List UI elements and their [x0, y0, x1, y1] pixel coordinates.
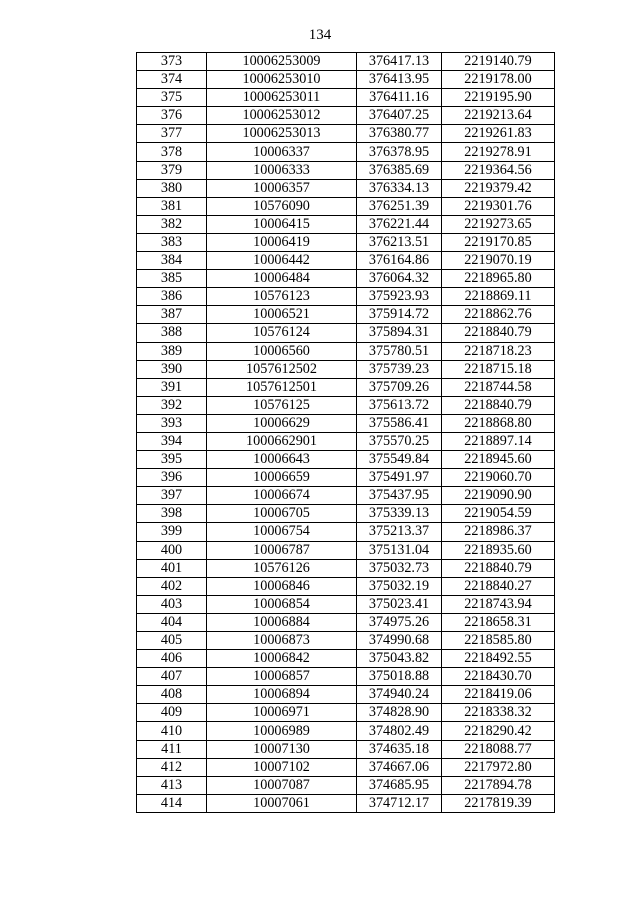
y-coordinate-cell: 2219278.91 — [442, 143, 555, 161]
x-coordinate-cell: 376417.13 — [357, 53, 442, 71]
y-coordinate-cell: 2219195.90 — [442, 89, 555, 107]
x-coordinate-cell: 375437.95 — [357, 487, 442, 505]
x-coordinate-cell: 375023.41 — [357, 595, 442, 613]
table-row — [137, 179, 555, 197]
y-coordinate-cell: 2218338.32 — [442, 704, 555, 722]
point-id-cell: 10006894 — [207, 686, 357, 704]
x-coordinate-cell: 374667.06 — [357, 758, 442, 776]
coordinates-table — [136, 52, 555, 813]
point-number-cell: 389 — [137, 342, 207, 360]
y-coordinate-cell: 2217894.78 — [442, 776, 555, 794]
table-row — [137, 451, 555, 469]
y-coordinate-cell: 2218840.79 — [442, 324, 555, 342]
point-id-cell: 10006560 — [207, 342, 357, 360]
y-coordinate-cell: 2218419.06 — [442, 686, 555, 704]
x-coordinate-cell: 374940.24 — [357, 686, 442, 704]
x-coordinate-cell: 374990.68 — [357, 632, 442, 650]
y-coordinate-cell: 2218840.79 — [442, 396, 555, 414]
table-row — [137, 378, 555, 396]
point-number-cell: 373 — [137, 53, 207, 71]
table-row — [137, 197, 555, 215]
x-coordinate-cell: 375709.26 — [357, 378, 442, 396]
y-coordinate-cell: 2218840.79 — [442, 559, 555, 577]
y-coordinate-cell: 2219170.85 — [442, 233, 555, 251]
point-number-cell: 400 — [137, 541, 207, 559]
point-number-cell: 407 — [137, 668, 207, 686]
point-id-cell: 10576123 — [207, 288, 357, 306]
y-coordinate-cell: 2218585.80 — [442, 632, 555, 650]
table-row — [137, 722, 555, 740]
point-id-cell: 10576125 — [207, 396, 357, 414]
table-row — [137, 595, 555, 613]
point-id-cell: 10006442 — [207, 252, 357, 270]
table-row — [137, 704, 555, 722]
y-coordinate-cell: 2218658.31 — [442, 613, 555, 631]
point-id-cell: 10006971 — [207, 704, 357, 722]
x-coordinate-cell: 376378.95 — [357, 143, 442, 161]
y-coordinate-cell: 2217972.80 — [442, 758, 555, 776]
table-row — [137, 215, 555, 233]
table-row — [137, 577, 555, 595]
point-id-cell: 10006253009 — [207, 53, 357, 71]
y-coordinate-cell: 2219060.70 — [442, 469, 555, 487]
point-id-cell: 10006846 — [207, 577, 357, 595]
point-id-cell: 10006659 — [207, 469, 357, 487]
point-id-cell: 10006521 — [207, 306, 357, 324]
x-coordinate-cell: 376407.25 — [357, 107, 442, 125]
x-coordinate-cell: 375586.41 — [357, 414, 442, 432]
point-id-cell: 10006415 — [207, 215, 357, 233]
table-row — [137, 686, 555, 704]
x-coordinate-cell: 376380.77 — [357, 125, 442, 143]
point-id-cell: 10007061 — [207, 794, 357, 812]
table-row — [137, 487, 555, 505]
x-coordinate-cell: 376411.16 — [357, 89, 442, 107]
table-row — [137, 125, 555, 143]
x-coordinate-cell: 376385.69 — [357, 161, 442, 179]
point-id-cell: 10006253011 — [207, 89, 357, 107]
table-row — [137, 89, 555, 107]
y-coordinate-cell: 2219070.19 — [442, 252, 555, 270]
table-row — [137, 794, 555, 812]
point-id-cell: 10006884 — [207, 613, 357, 631]
x-coordinate-cell: 376164.86 — [357, 252, 442, 270]
y-coordinate-cell: 2218718.23 — [442, 342, 555, 360]
table-row — [137, 161, 555, 179]
y-coordinate-cell: 2219379.42 — [442, 179, 555, 197]
y-coordinate-cell: 2217819.39 — [442, 794, 555, 812]
table-row — [137, 414, 555, 432]
point-id-cell: 10006643 — [207, 451, 357, 469]
point-id-cell: 10576124 — [207, 324, 357, 342]
y-coordinate-cell: 2218840.27 — [442, 577, 555, 595]
table-row — [137, 53, 555, 71]
table-row — [137, 324, 555, 342]
point-id-cell: 10006873 — [207, 632, 357, 650]
point-id-cell: 1057612501 — [207, 378, 357, 396]
y-coordinate-cell: 2218744.58 — [442, 378, 555, 396]
table-row — [137, 252, 555, 270]
x-coordinate-cell: 376213.51 — [357, 233, 442, 251]
point-number-cell: 386 — [137, 288, 207, 306]
y-coordinate-cell: 2218743.94 — [442, 595, 555, 613]
x-coordinate-cell: 375043.82 — [357, 650, 442, 668]
table-row — [137, 650, 555, 668]
point-id-cell: 10007102 — [207, 758, 357, 776]
point-number-cell: 414 — [137, 794, 207, 812]
point-number-cell: 405 — [137, 632, 207, 650]
point-number-cell: 387 — [137, 306, 207, 324]
y-coordinate-cell: 2219054.59 — [442, 505, 555, 523]
y-coordinate-cell: 2218290.42 — [442, 722, 555, 740]
table-row — [137, 143, 555, 161]
y-coordinate-cell: 2218897.14 — [442, 432, 555, 450]
point-number-cell: 390 — [137, 360, 207, 378]
x-coordinate-cell: 374712.17 — [357, 794, 442, 812]
table-row — [137, 541, 555, 559]
point-number-cell: 376 — [137, 107, 207, 125]
point-id-cell: 10006754 — [207, 523, 357, 541]
point-id-cell: 10006253013 — [207, 125, 357, 143]
x-coordinate-cell: 374802.49 — [357, 722, 442, 740]
y-coordinate-cell: 2219364.56 — [442, 161, 555, 179]
table-row — [137, 107, 555, 125]
x-coordinate-cell: 375613.72 — [357, 396, 442, 414]
y-coordinate-cell: 2218430.70 — [442, 668, 555, 686]
point-number-cell: 385 — [137, 270, 207, 288]
point-number-cell: 395 — [137, 451, 207, 469]
coordinates-table-body — [137, 53, 555, 813]
table-row — [137, 432, 555, 450]
point-number-cell: 399 — [137, 523, 207, 541]
point-number-cell: 408 — [137, 686, 207, 704]
point-number-cell: 381 — [137, 197, 207, 215]
point-number-cell: 388 — [137, 324, 207, 342]
point-number-cell: 379 — [137, 161, 207, 179]
y-coordinate-cell: 2218868.80 — [442, 414, 555, 432]
point-id-cell: 10006337 — [207, 143, 357, 161]
x-coordinate-cell: 375570.25 — [357, 432, 442, 450]
x-coordinate-cell: 375213.37 — [357, 523, 442, 541]
point-number-cell: 374 — [137, 71, 207, 89]
table-row — [137, 758, 555, 776]
point-number-cell: 409 — [137, 704, 207, 722]
x-coordinate-cell: 374828.90 — [357, 704, 442, 722]
y-coordinate-cell: 2218986.37 — [442, 523, 555, 541]
y-coordinate-cell: 2219301.76 — [442, 197, 555, 215]
point-id-cell: 10006419 — [207, 233, 357, 251]
x-coordinate-cell: 375131.04 — [357, 541, 442, 559]
x-coordinate-cell: 375032.19 — [357, 577, 442, 595]
point-id-cell: 10006787 — [207, 541, 357, 559]
point-number-cell: 394 — [137, 432, 207, 450]
x-coordinate-cell: 375914.72 — [357, 306, 442, 324]
point-id-cell: 10006253012 — [207, 107, 357, 125]
table-row — [137, 306, 555, 324]
table-row — [137, 342, 555, 360]
y-coordinate-cell: 2218965.80 — [442, 270, 555, 288]
y-coordinate-cell: 2218935.60 — [442, 541, 555, 559]
y-coordinate-cell: 2218869.11 — [442, 288, 555, 306]
point-number-cell: 377 — [137, 125, 207, 143]
table-row — [137, 559, 555, 577]
point-id-cell: 10006253010 — [207, 71, 357, 89]
y-coordinate-cell: 2218715.18 — [442, 360, 555, 378]
table-row — [137, 71, 555, 89]
point-number-cell: 398 — [137, 505, 207, 523]
table-row — [137, 505, 555, 523]
table-row — [137, 668, 555, 686]
table-row — [137, 523, 555, 541]
table-row — [137, 396, 555, 414]
y-coordinate-cell: 2218862.76 — [442, 306, 555, 324]
y-coordinate-cell: 2219273.65 — [442, 215, 555, 233]
table-row — [137, 632, 555, 650]
point-id-cell: 1057612502 — [207, 360, 357, 378]
y-coordinate-cell: 2219213.64 — [442, 107, 555, 125]
point-number-cell: 410 — [137, 722, 207, 740]
point-id-cell: 10006989 — [207, 722, 357, 740]
x-coordinate-cell: 376334.13 — [357, 179, 442, 197]
y-coordinate-cell: 2218945.60 — [442, 451, 555, 469]
point-number-cell: 401 — [137, 559, 207, 577]
x-coordinate-cell: 376064.32 — [357, 270, 442, 288]
x-coordinate-cell: 375032.73 — [357, 559, 442, 577]
table-row — [137, 360, 555, 378]
x-coordinate-cell: 375894.31 — [357, 324, 442, 342]
point-number-cell: 384 — [137, 252, 207, 270]
table-row — [137, 776, 555, 794]
point-number-cell: 383 — [137, 233, 207, 251]
x-coordinate-cell: 376221.44 — [357, 215, 442, 233]
point-id-cell: 10006674 — [207, 487, 357, 505]
y-coordinate-cell: 2219261.83 — [442, 125, 555, 143]
x-coordinate-cell: 375018.88 — [357, 668, 442, 686]
page-number: 134 — [308, 27, 332, 43]
point-number-cell: 396 — [137, 469, 207, 487]
y-coordinate-cell: 2218492.55 — [442, 650, 555, 668]
x-coordinate-cell: 375339.13 — [357, 505, 442, 523]
point-id-cell: 10006842 — [207, 650, 357, 668]
table-row — [137, 469, 555, 487]
point-number-cell: 382 — [137, 215, 207, 233]
y-coordinate-cell: 2218088.77 — [442, 740, 555, 758]
x-coordinate-cell: 375780.51 — [357, 342, 442, 360]
x-coordinate-cell: 375549.84 — [357, 451, 442, 469]
point-number-cell: 392 — [137, 396, 207, 414]
y-coordinate-cell: 2219178.00 — [442, 71, 555, 89]
point-number-cell: 397 — [137, 487, 207, 505]
point-id-cell: 10006333 — [207, 161, 357, 179]
point-id-cell: 10007130 — [207, 740, 357, 758]
table-row — [137, 613, 555, 631]
point-id-cell: 10006629 — [207, 414, 357, 432]
table-row — [137, 288, 555, 306]
x-coordinate-cell: 375739.23 — [357, 360, 442, 378]
x-coordinate-cell: 374635.18 — [357, 740, 442, 758]
x-coordinate-cell: 376413.95 — [357, 71, 442, 89]
point-id-cell: 10006854 — [207, 595, 357, 613]
point-id-cell: 1000662901 — [207, 432, 357, 450]
point-id-cell: 10006705 — [207, 505, 357, 523]
point-number-cell: 378 — [137, 143, 207, 161]
point-number-cell: 406 — [137, 650, 207, 668]
table-row — [137, 740, 555, 758]
point-id-cell: 10006484 — [207, 270, 357, 288]
point-number-cell: 404 — [137, 613, 207, 631]
point-number-cell: 380 — [137, 179, 207, 197]
point-number-cell: 402 — [137, 577, 207, 595]
point-id-cell: 10006357 — [207, 179, 357, 197]
point-number-cell: 393 — [137, 414, 207, 432]
point-number-cell: 411 — [137, 740, 207, 758]
y-coordinate-cell: 2219090.90 — [442, 487, 555, 505]
point-number-cell: 403 — [137, 595, 207, 613]
point-number-cell: 391 — [137, 378, 207, 396]
point-id-cell: 10007087 — [207, 776, 357, 794]
point-number-cell: 375 — [137, 89, 207, 107]
point-id-cell: 10576090 — [207, 197, 357, 215]
x-coordinate-cell: 376251.39 — [357, 197, 442, 215]
table-row — [137, 233, 555, 251]
point-number-cell: 413 — [137, 776, 207, 794]
point-id-cell: 10576126 — [207, 559, 357, 577]
x-coordinate-cell: 375491.97 — [357, 469, 442, 487]
y-coordinate-cell: 2219140.79 — [442, 53, 555, 71]
table-row — [137, 270, 555, 288]
point-number-cell: 412 — [137, 758, 207, 776]
x-coordinate-cell: 375923.93 — [357, 288, 442, 306]
x-coordinate-cell: 374975.26 — [357, 613, 442, 631]
x-coordinate-cell: 374685.95 — [357, 776, 442, 794]
point-id-cell: 10006857 — [207, 668, 357, 686]
